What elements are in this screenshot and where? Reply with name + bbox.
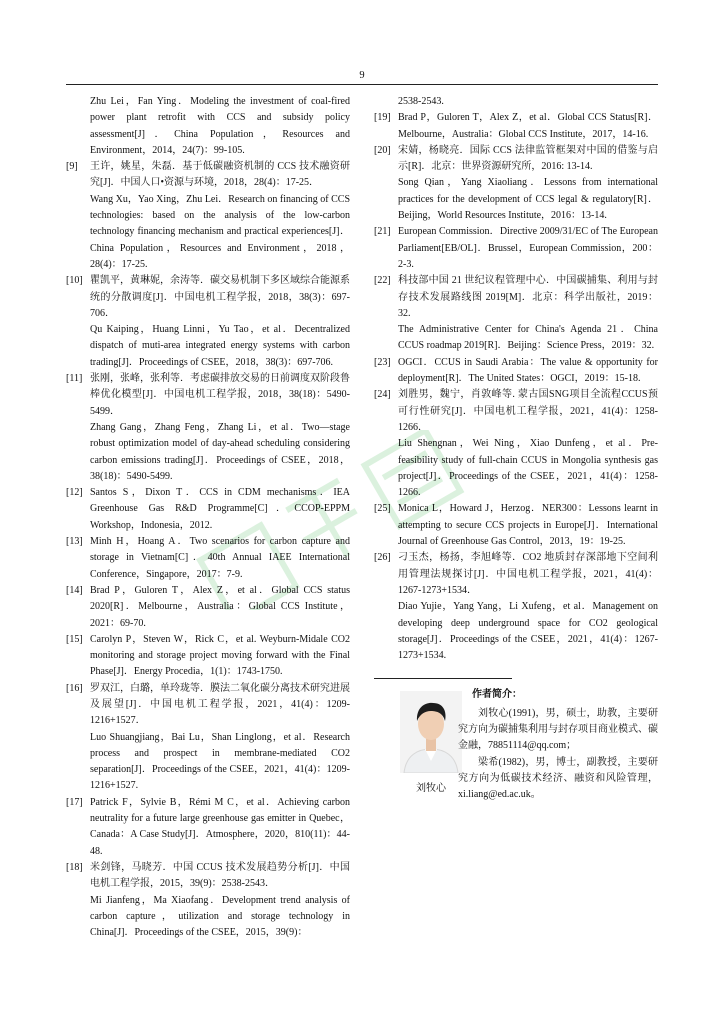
- reference-number: [15]: [66, 633, 83, 645]
- reference-item: [66, 159, 350, 273]
- reference-text-en: Diao Yujie，Yang Yang，Li Xufeng，et al．Management on developing deep underground space for CO2 geological storage[J]．Proceedings of the CSEE，2021，41(4)：1267-1273+1534.: [398, 601, 658, 662]
- reference-text: 2538-2543.: [398, 96, 444, 107]
- reference-number: [11]: [66, 373, 83, 385]
- reference-text: Zhu Lei，Fan Ying．Modeling the investment of coal-fired power plant retrofit with CCS and subsidy policy assessment[J]．China Population，Resources and Environment，2014，24(7)：99-105.: [90, 96, 350, 156]
- reference-number: [22]: [374, 275, 391, 287]
- reference-number: [21]: [374, 226, 391, 238]
- author-bio: [374, 687, 658, 837]
- reference-item: [66, 583, 350, 632]
- reference-item: [66, 485, 350, 534]
- reference-number: [14]: [66, 584, 83, 596]
- references-left-column: [66, 94, 350, 941]
- author-photo: [400, 691, 462, 773]
- reference-number: [23]: [374, 356, 391, 368]
- reference-text: OGCI．CCUS in Saudi Arabia：The value & opportunity for deployment[R]．The United States：OGCI，2019：15-18.: [398, 356, 658, 385]
- reference-text: Brad P，Guloren T，Alex Z，et al．Global CCS Status[R]．Melbourne，Australia：Global CCS Institute，2017，14-16.: [398, 112, 658, 140]
- reference-text-cn: 王许，姚星，朱磊．基于低碳融资机制的 CCS 技术融资研究[J]．中国人口•资源与环境，2018，28(4)：17-25．: [90, 161, 350, 189]
- reference-text-en: Zhang Gang，Zhang Feng，Zhang Li，et al．Two—stage robust optimization model of day-ahead scheduling considering carbon emissions trading[J]．Proceedings of CSEE，2018，38(18)：5490-5499.: [90, 421, 350, 482]
- reference-number: [16]: [66, 682, 83, 694]
- reference-item: [66, 795, 350, 860]
- reference-item: [374, 224, 658, 273]
- reference-number: [24]: [374, 389, 391, 401]
- reference-text-cn: 刘胜男，魏宁，肖敦峰等. 蒙古国SNG项目全流程CCUS预可行性研究[J]．中国电机工程学报，2021，41(4)：1258-1266．: [398, 389, 658, 433]
- reference-item: [374, 355, 658, 388]
- reference-number: [25]: [374, 503, 391, 515]
- photo-caption: 刘牧心: [416, 783, 446, 795]
- reference-text-cn: 宋婧，杨晓亮．国际 CCS 法律监管框架对中国的借鉴与启示[R]．北京：世界资源研究所，2016: 13-14.: [398, 144, 658, 173]
- reference-item: [66, 371, 350, 485]
- reference-text: Monica L，Howard J，Herzog．NER300：Lessons learnt in attempting to secure CCS projects in Europe[J]．International Journal of Greenhouse Gas Control，2013，19：19-25.: [398, 503, 658, 548]
- reference-item: [374, 387, 658, 501]
- header-rule: [66, 84, 658, 85]
- reference-text: Brad P，Guloren T，Alex Z，et al．Global CCS status 2020[R]．Melbourne，Australia：Global CCS Institute，2021：69-70.: [90, 584, 350, 629]
- reference-item: [66, 632, 350, 681]
- references-right-column: [374, 94, 658, 837]
- reference-item: [374, 94, 658, 110]
- reference-item: [374, 110, 658, 143]
- reference-item: [66, 681, 350, 795]
- reference-item: [374, 501, 658, 550]
- reference-text-cn: 米剑锋，马晓芳．中国 CCUS 技术发展趋势分析[J]．中国电机工程学报，2015，39(9)：2538-2543．: [90, 861, 350, 890]
- reference-text-en: Song Qian，Yang Xiaoliang．Lessons from international practices for the development of CCS legal & regulatory[R]．Beijing，World Resources Institute，2016：13-14.: [398, 177, 658, 222]
- author-bio-paragraph: 梁希(1982)，男，博士，副教授，主要研究方向为低碳技术经济、融资和风险管理，xi.liang@ed.ac.uk。: [458, 756, 658, 801]
- reference-text-en: Wang Xu，Yao Xing，Zhu Lei．Research on financing of CCS technologies: based on the analysis of the low-carbon technology financing mechanism and practical experiences[J]．China Population，Resources and Environment，2018，28(4)：17-25.: [90, 193, 350, 270]
- reference-number: [13]: [66, 536, 83, 548]
- reference-number: [10]: [66, 275, 83, 287]
- reference-item: [66, 860, 350, 941]
- page-number: 9: [359, 70, 365, 81]
- author-bio-paragraph: 刘牧心(1991)，男，硕士，助教，主要研究方向为碳捕集利用与封存项目商业模式、碳金融，78851114@qq.com；: [458, 707, 658, 752]
- reference-number: [9]: [66, 161, 78, 173]
- reference-text: Santos S，Dixon T．CCS in CDM mechanisms．IEA Greenhouse Gas R&D Programme[C]．CCOP-EPPM Workshop，Indonesia，2012.: [90, 487, 350, 531]
- reference-item: [66, 534, 350, 583]
- reference-number: [26]: [374, 552, 391, 564]
- reference-text: Patrick F，Sylvie B，Rémi M C，et al．Achieving carbon neutrality for a future large greenhouse gas emitter in Quebec，Canada：A Case Study[J]．Atmosphere，2020，810(11)：44-48.: [90, 796, 350, 857]
- reference-item: [374, 550, 658, 664]
- reference-text-cn: 罗双江，白璐，单玲珑等．膜法二氧化碳分离技术研究进展及展望[J]．中国电机工程学报，2021，41(4)：1209-1216+1527．: [90, 682, 350, 727]
- reference-item: [66, 273, 350, 371]
- reference-text-cn: 刁玉杰，杨扬，李旭峰等．CO2 地质封存深部地下空间利用管理法规探讨[J]．中国电机工程学报，2021，41(4)：1267-1273+1534．: [398, 552, 658, 596]
- reference-item: [374, 143, 658, 224]
- reference-text-en: Mi Jianfeng，Ma Xiaofang．Development trend analysis of carbon capture，utilization and storage technology in China[J]．Proceedings of the CSEE，2015，39(9)：: [90, 894, 350, 939]
- reference-item: [374, 273, 658, 354]
- reference-text-en: Qu Kaiping，Huang Linni，Yu Tao，et al．Decentralized dispatch of muti-area integrated energy systems with carbon trading[J]．Proceedings of CSEE，2018，38(3)：697-706.: [90, 324, 350, 368]
- author-section-divider: [374, 678, 512, 679]
- reference-text: Carolyn P，Steven W，Rick C，et al. Weyburn-Midale CO2 monitoring and storage project moving forward with the Final Phase[J]．Energy Procedia，1(1)：1743-1750.: [90, 633, 350, 678]
- reference-number: [12]: [66, 487, 83, 499]
- reference-text: Minh H，Hoang A．Two scenarios for carbon capture and storage in Vietnam[C]．40th Annual IAEE International Conference，Singapore，2017：7-9.: [90, 536, 350, 580]
- reference-text: European Commission．Directive 2009/31/EC of The European Parliament[EB/OL]．Brussel，European Commission，200：2-3.: [398, 226, 658, 270]
- reference-text-cn: 瞿凯平，黄琳妮，余涛等．碳交易机制下多区域综合能源系统的分散调度[J]．中国电机工程学报，2018，38(3)：697-706．: [90, 275, 350, 319]
- reference-number: [20]: [374, 144, 391, 156]
- reference-item: [66, 94, 350, 159]
- reference-number: [17]: [66, 796, 83, 808]
- reference-number: [19]: [374, 112, 391, 124]
- reference-text-cn: 科技部中国 21 世纪议程管理中心．中国碳捕集、利用与封存技术发展路线图 2019[M]．北京：科学出版社，2019：32.: [398, 275, 658, 319]
- author-bio-title: 作者简介：: [472, 689, 522, 701]
- reference-number: [18]: [66, 861, 83, 873]
- reference-text-en: The Administrative Center for China's Agenda 21．China CCUS roadmap 2019[R]．Beijing：Science Press，2019：32.: [398, 324, 658, 352]
- author-bio-text: [458, 687, 658, 803]
- reference-text-cn: 张刚，张峰，张利等．考虑碳排放交易的日前调度双阶段鲁棒优化模型[J]．中国电机工程学报，2018，38(18)：5490-5499．: [90, 373, 350, 417]
- reference-text-en: Liu Shengnan，Wei Ning，Xiao Dunfeng，et al．Pre-feasibility study of full-chain CCUS in Mongolia synthesis gas project[J]．Proceedings of the CSEE，2021，41(4)：1258-1266.: [398, 438, 658, 499]
- reference-text-en: Luo Shuangjiang，Bai Lu，Shan Linglong，et al．Research process and prospect in membrane-mediated CO2 separation[J]．Proceedings of the CSEE，2021，41(4)：1209-1216+1527.: [90, 731, 350, 792]
